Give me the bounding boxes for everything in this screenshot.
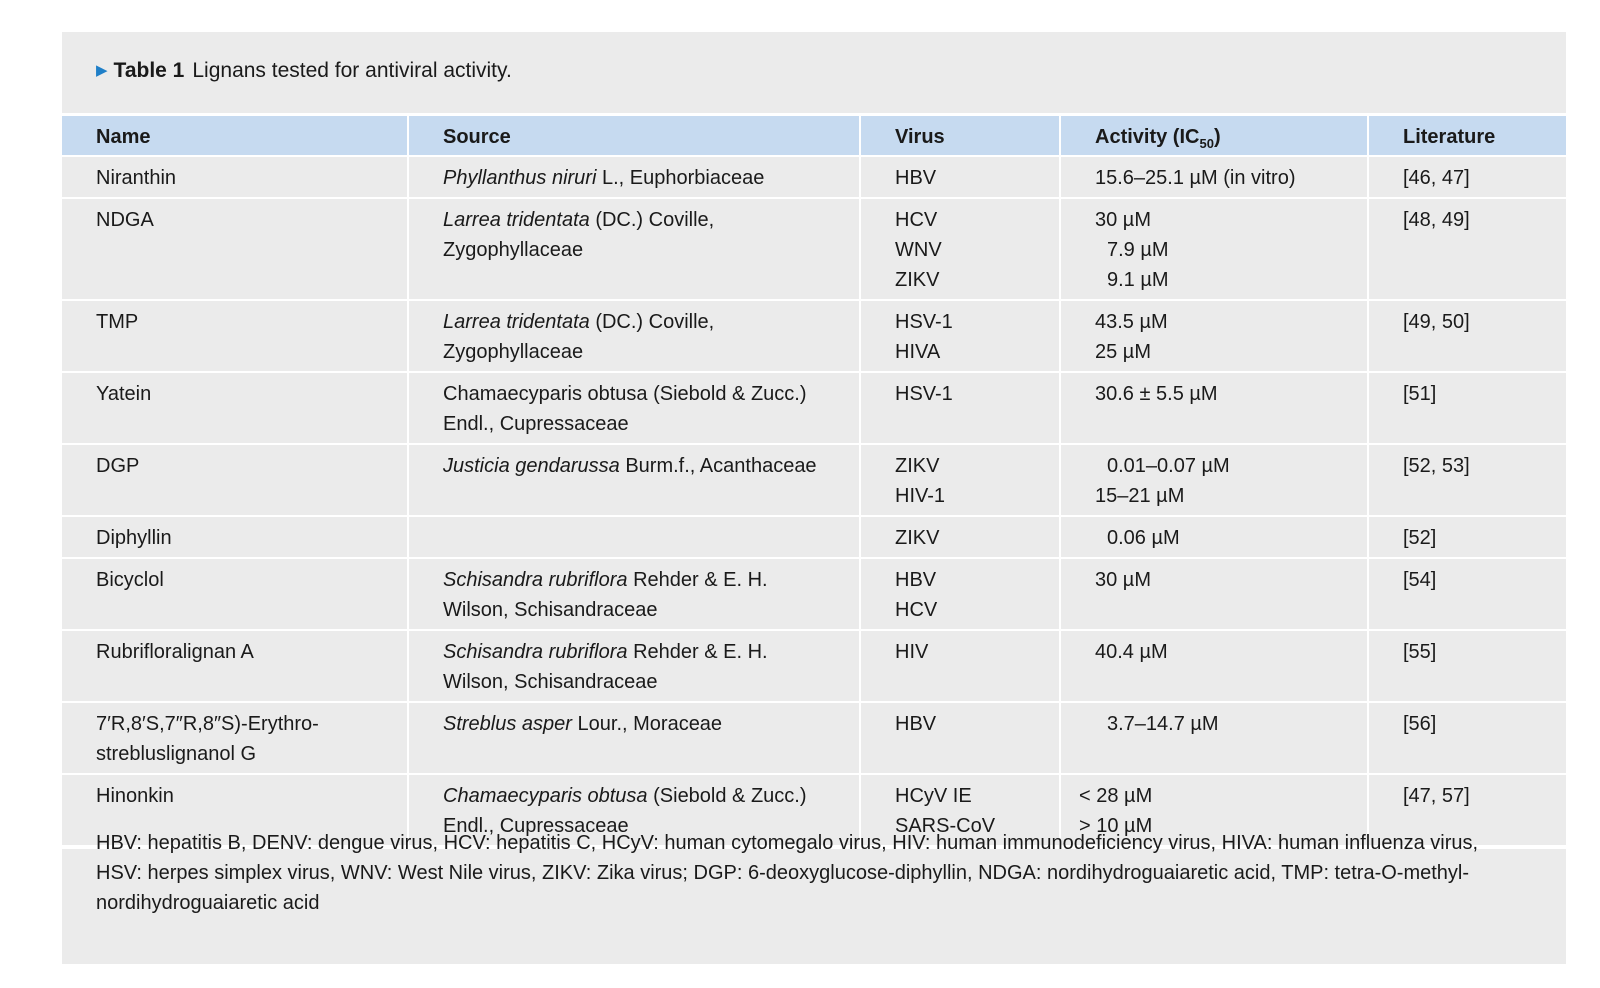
literature-ref: [47, 57] [1403,785,1470,807]
source-line [443,379,851,409]
source-text: Chamaecyparis obtusa (Siebold & Zucc.) [443,383,807,405]
source-text: Zygophyllaceae [443,239,584,261]
source-text: (Siebold & Zucc.) [647,785,807,807]
source-text: Endl., Cupressaceae [443,815,629,837]
cell-activity [1060,156,1368,198]
name-line: Hinonkin [96,785,174,807]
source-text: Rehder & E. H. [627,569,768,591]
literature-ref: [46, 47] [1403,167,1470,189]
literature-ref: [56] [1403,713,1437,735]
cell-activity [1060,372,1368,444]
virus-line: ZIKV [895,527,940,549]
virus-line: HBV [895,167,937,189]
name-line: Niranthin [96,167,177,189]
literature-ref: [52] [1403,527,1437,549]
cell-name [62,630,408,702]
virus-line: HSV-1 [895,311,953,333]
species-name: Larrea tridentata [443,311,590,333]
source-line [443,163,851,193]
literature-ref: [49, 50] [1403,311,1470,333]
table-row [62,300,1566,372]
name-line: NDGA [96,209,154,231]
species-name: Phyllanthus niruri [443,167,597,189]
header-literature: Literature [1368,115,1566,157]
virus-line: HIV [895,641,929,663]
virus-line: ZIKV [895,455,940,477]
footnote-line: HSV: herpes simplex virus, WNV: West Nile virus, ZIKV: Zika virus; DGP: 6-deoxyglucose-diphyllin, NDGA: nordihydroguaiaretic acid, TMP: tetra-O-methyl- [96,862,1470,884]
source-text: (DC.) Coville, [589,311,715,333]
cell-literature [1368,156,1566,198]
source-line [443,637,851,667]
table-footnote [96,828,1536,918]
caption-arrow-icon: ▶ [96,62,108,79]
cell-activity [1060,702,1368,774]
cell-source [408,702,860,774]
cell-source [408,300,860,372]
source-line [443,595,851,625]
virus-line: HBV [895,569,937,591]
activity-line: 0.01–0.07 µM [1107,455,1230,477]
cell-virus [860,198,1060,300]
species-name: Schisandra rubriflora [443,641,628,663]
literature-ref: [48, 49] [1403,209,1470,231]
virus-line: WNV [895,239,942,261]
table-body [62,156,1566,847]
cell-virus [860,444,1060,516]
header-virus: Virus [860,115,1060,157]
table-caption [96,57,512,87]
cell-literature [1368,198,1566,300]
activity-line: 40.4 µM [1095,641,1168,663]
activity-line: 25 µM [1095,341,1151,363]
name-line: DGP [96,455,140,477]
source-line [443,409,851,439]
cell-activity [1060,516,1368,558]
activity-line: 30 µM [1095,569,1151,591]
source-text: Wilson, Schisandraceae [443,671,658,693]
literature-ref: [55] [1403,641,1437,663]
cell-literature [1368,630,1566,702]
table-row [62,516,1566,558]
virus-line: HSV-1 [895,383,953,405]
source-line [443,235,851,265]
cell-literature [1368,300,1566,372]
name-line: Diphyllin [96,527,172,549]
cell-activity [1060,630,1368,702]
name-line: 7′R,8′S,7″R,8″S)-Erythro- [96,713,319,735]
cell-virus [860,300,1060,372]
literature-ref: [52, 53] [1403,455,1470,477]
cell-literature [1368,444,1566,516]
table-row [62,558,1566,630]
source-text: L., Euphorbiaceae [596,167,765,189]
virus-line: HIVA [895,341,941,363]
table-header-row [62,115,1566,157]
source-line [443,709,851,739]
source-line [443,565,851,595]
source-line [443,781,851,811]
cell-literature [1368,516,1566,558]
cell-source [408,444,860,516]
species-name: Streblus asper [443,713,572,735]
name-line: Yatein [96,383,152,405]
cell-name [62,372,408,444]
cell-activity [1060,558,1368,630]
activity-line: < 28 µM [1079,785,1153,807]
cell-source [408,630,860,702]
cell-virus [860,516,1060,558]
table-row [62,630,1566,702]
source-text: Rehder & E. H. [627,641,768,663]
cell-name [62,198,408,300]
virus-line: ZIKV [895,269,940,291]
cell-name [62,300,408,372]
cell-virus [860,156,1060,198]
virus-line: HBV [895,713,937,735]
name-line: TMP [96,311,139,333]
source-text: (DC.) Coville, [589,209,715,231]
cell-name [62,558,408,630]
literature-ref: [54] [1403,569,1437,591]
source-line [443,451,851,481]
virus-line: HCV [895,599,938,621]
table-row [62,156,1566,198]
activity-line: > 10 µM [1079,815,1153,837]
table-row [62,444,1566,516]
cell-source [408,372,860,444]
name-line: strebluslignanol G [96,743,257,765]
cell-source [408,156,860,198]
cell-name [62,444,408,516]
cell-name [62,702,408,774]
source-line [443,307,851,337]
virus-line: HCV [895,209,938,231]
source-text: Lour., Moraceae [571,713,723,735]
lignans-table [62,113,1566,849]
table-row [62,702,1566,774]
activity-line: 7.9 µM [1107,239,1169,261]
activity-line: 3.7–14.7 µM [1107,713,1219,735]
species-name: Larrea tridentata [443,209,590,231]
source-line [443,337,851,367]
cell-name [62,156,408,198]
activity-line: 15–21 µM [1095,485,1185,507]
name-line: Rubrifloralignan A [96,641,254,663]
activity-line: 9.1 µM [1107,269,1169,291]
table-row [62,372,1566,444]
source-text: Wilson, Schisandraceae [443,599,658,621]
cell-virus [860,630,1060,702]
species-name: Justicia gendarussa [443,455,620,477]
cell-source [408,516,860,558]
source-text: Endl., Cupressaceae [443,413,629,435]
species-name: Schisandra rubriflora [443,569,628,591]
cell-activity [1060,198,1368,300]
virus-line: HIV-1 [895,485,946,507]
cell-literature [1368,372,1566,444]
cell-literature [1368,558,1566,630]
footnote-line: nordihydroguaiaretic acid [96,892,320,914]
caption-label: Table 1 [113,59,185,82]
header-name: Name [62,115,408,157]
source-line [443,205,851,235]
cell-source [408,198,860,300]
table-row [62,198,1566,300]
source-line [443,667,851,697]
table-panel [62,32,1566,964]
activity-line: 15.6–25.1 µM (in vitro) [1095,167,1296,189]
cell-source [408,558,860,630]
activity-line: 43.5 µM [1095,311,1168,333]
species-name: Chamaecyparis obtusa [443,785,648,807]
source-text: Burm.f., Acanthaceae [619,455,817,477]
cell-activity [1060,300,1368,372]
footnote-line: HBV: hepatitis B, DENV: dengue virus, HCV: hepatitis C, HCyV: human cytomegalo virus, HIV: human immunodeficiency virus, HIVA: human influenza virus, [96,832,1479,854]
source-text: Zygophyllaceae [443,341,584,363]
virus-line: HCyV IE [895,785,972,807]
cell-name [62,516,408,558]
name-line: Bicyclol [96,569,164,591]
caption-text: Lignans tested for antiviral activity. [192,59,512,82]
cell-virus [860,558,1060,630]
activity-line: 0.06 µM [1107,527,1180,549]
header-activity: Activity $(IC_{50})$ [1060,115,1368,157]
header-source: Source [408,115,860,157]
virus-line: SARS-CoV [895,815,996,837]
cell-activity [1060,444,1368,516]
activity-line: 30.6 ± 5.5 µM [1095,383,1218,405]
cell-virus [860,702,1060,774]
cell-virus [860,372,1060,444]
activity-line: 30 µM [1095,209,1151,231]
literature-ref: [51] [1403,383,1437,405]
cell-literature [1368,702,1566,774]
